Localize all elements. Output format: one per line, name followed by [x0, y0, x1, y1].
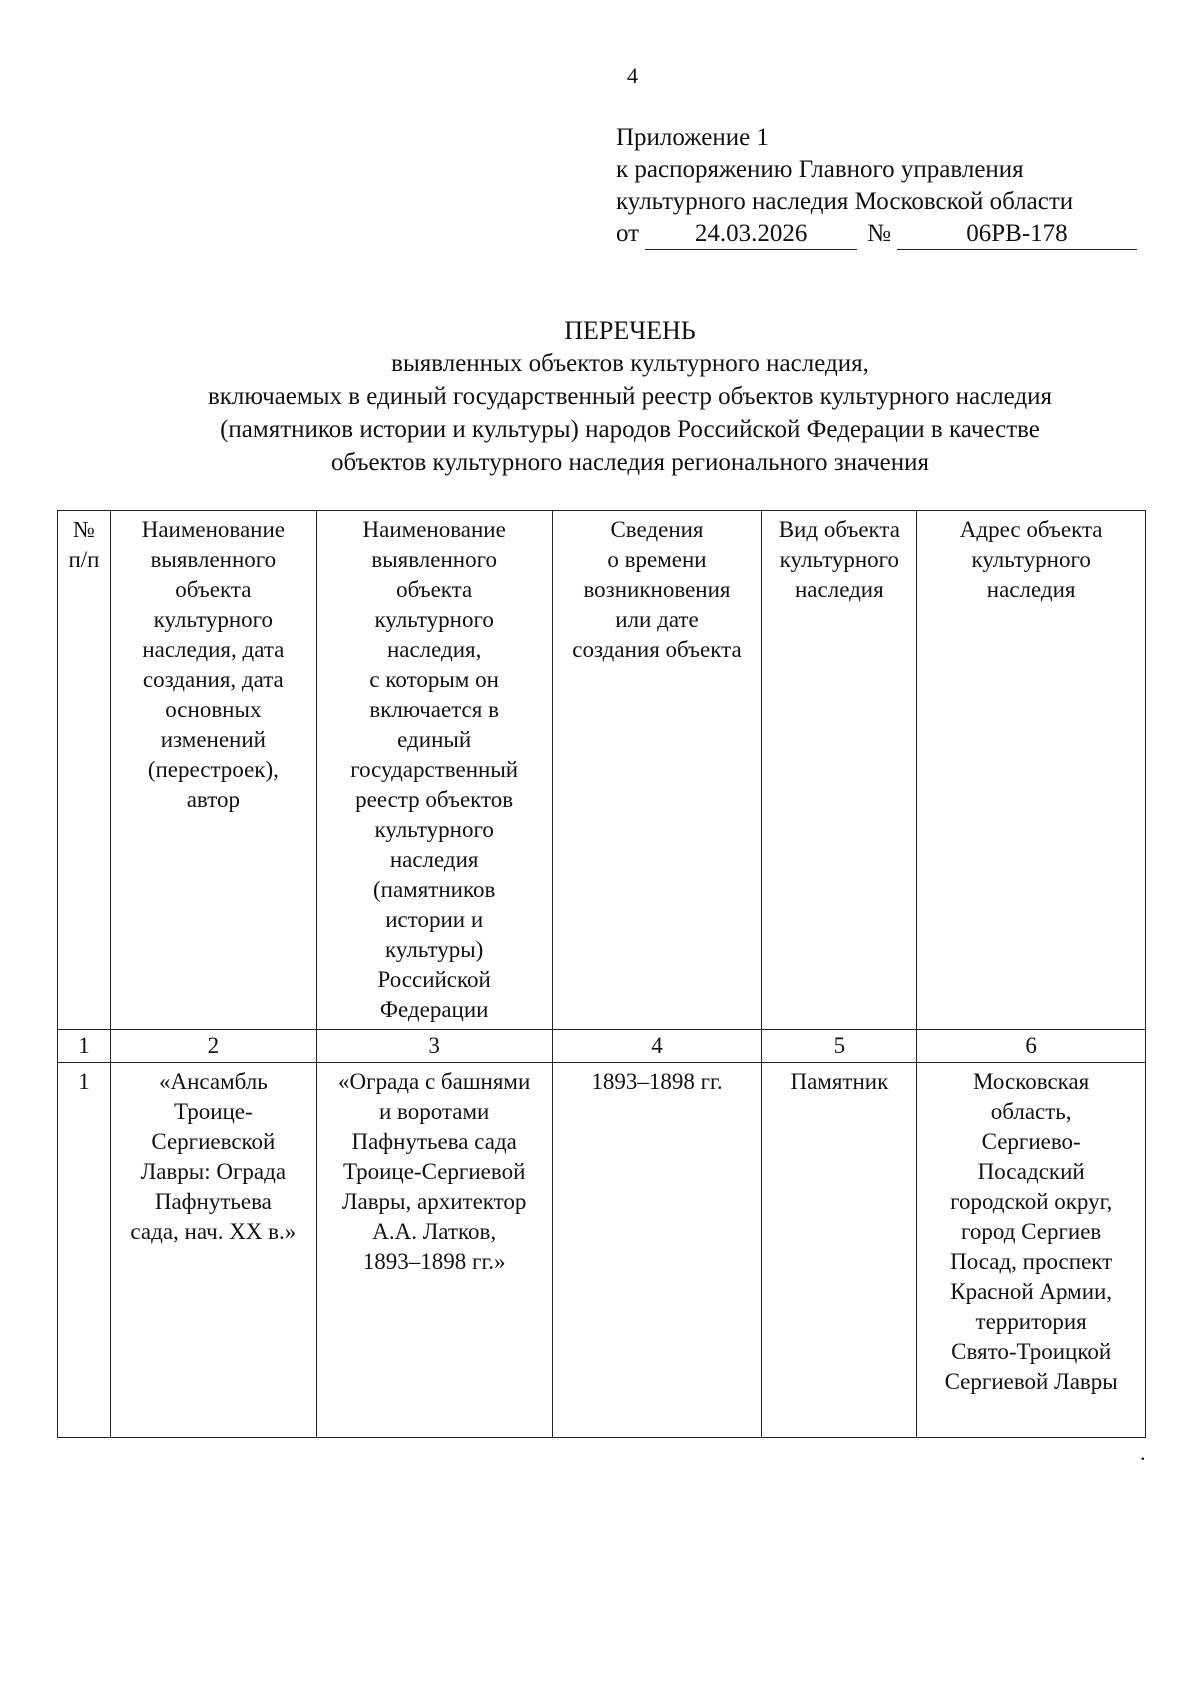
cell-line: Сергиевой Лавры — [944, 1369, 1118, 1394]
table-row — [58, 1063, 1146, 1438]
header-cell — [552, 511, 762, 1030]
cell-line: Памятник — [790, 1069, 889, 1094]
cell-line: создания объекта — [572, 637, 742, 662]
cell-line: 1893–1898 гг. — [591, 1069, 723, 1094]
header-cell — [58, 511, 111, 1030]
cell-line: 1 — [78, 1069, 90, 1094]
cell-line: п/п — [68, 547, 100, 572]
cell-line: Троице- — [174, 1099, 253, 1124]
cell-line: возникновения — [583, 577, 731, 602]
cell-line: Лавры, архитектор — [341, 1189, 527, 1214]
cell-line: Федерации — [379, 997, 489, 1022]
cell-line: объекта — [175, 577, 252, 602]
cell-line: наследия — [389, 847, 479, 872]
header-cell — [110, 511, 316, 1030]
header-cell — [762, 511, 917, 1030]
column-number: 1 — [58, 1030, 111, 1063]
cell-line: Пафнутьева — [154, 1189, 272, 1214]
trailing-mark: . — [1140, 1440, 1146, 1465]
date-cell — [552, 1063, 762, 1438]
cell-line: Наименование — [141, 517, 285, 542]
cell-line: включается в — [369, 697, 499, 722]
title-line: включаемых в единый государственный реестр объектов культурного наследия — [207, 383, 1053, 410]
appendix-date-row — [616, 218, 1137, 250]
cell-line: культурного — [971, 547, 1091, 572]
cell-line: наследия, — [386, 637, 482, 662]
cell-line: культурного — [153, 607, 274, 632]
title-line: выявленных объектов культурного наследия, — [391, 350, 869, 377]
cell-line: государственный — [350, 757, 519, 782]
cell-line: основных — [165, 697, 262, 722]
column-number-row — [58, 1030, 1146, 1063]
cell-line: 1893–1898 гг.» — [362, 1249, 506, 1274]
cell-line: Красной Армии, — [950, 1279, 1113, 1304]
cell-line: Свято-Троицкой — [951, 1339, 1112, 1364]
address-cell — [917, 1063, 1146, 1438]
cell-line: Лавры: Ограда — [140, 1159, 287, 1184]
cell-line: А.А. Латков, — [372, 1219, 497, 1244]
cell-line: наследия, дата — [142, 637, 285, 662]
cell-line: и воротами — [378, 1099, 490, 1124]
document-title — [0, 314, 1200, 479]
cell-line: наследия — [795, 577, 884, 602]
cell-line: единый — [397, 727, 472, 752]
title-line: (памятников истории и культуры) народов Российской Федерации в качестве — [220, 416, 1040, 443]
cell-line: сада, нач. XX в.» — [130, 1219, 297, 1244]
cell-line: истории и — [385, 907, 484, 932]
cell-line: автор — [186, 787, 240, 812]
cell-line: выявленного — [371, 547, 497, 572]
object-name-cell — [110, 1063, 316, 1438]
cell-line: город Сергиев — [961, 1219, 1102, 1244]
cell-line: Адрес объекта — [959, 517, 1103, 542]
title-main: ПЕРЕЧЕНЬ — [564, 316, 696, 345]
order-date: 24.03.2026 — [645, 219, 857, 250]
number-label: № — [867, 220, 891, 247]
cell-line: Троице-Сергиевой — [342, 1159, 526, 1184]
cell-line: Посадский — [977, 1159, 1085, 1184]
column-number: 5 — [762, 1030, 917, 1063]
cell-line: выявленного — [150, 547, 277, 572]
appendix-title: Приложение 1 — [616, 124, 769, 151]
cell-line: Российской — [377, 967, 491, 992]
cell-line: (перестроек), — [147, 757, 279, 782]
cell-line: область, — [990, 1099, 1072, 1124]
page-number: 4 — [627, 63, 638, 88]
appendix-line: к распоряжению Главного управления — [616, 156, 1024, 183]
cell-line: культурного — [374, 607, 494, 632]
cell-line: с которым он — [369, 667, 499, 692]
cell-line: Сергиево- — [981, 1129, 1081, 1154]
cell-line: культурного — [779, 547, 900, 572]
cell-line: № — [72, 517, 95, 542]
appendix-line: культурного наследия Московской области — [616, 188, 1074, 215]
order-number: 06РВ-178 — [897, 219, 1137, 250]
header-cell — [316, 511, 552, 1030]
cell-line: «Ограда с башнями — [338, 1069, 531, 1094]
cell-line: или дате — [615, 607, 699, 632]
row-index-cell — [58, 1063, 111, 1438]
cell-line: культуры) — [385, 937, 484, 962]
appendix-block — [616, 122, 1137, 250]
cell-line: культурного — [374, 817, 494, 842]
cell-line: Вид объекта — [778, 517, 900, 542]
cell-line: Посад, проспект — [950, 1249, 1113, 1274]
cell-line: территория — [975, 1309, 1087, 1334]
cell-line: Пафнутьева сада — [351, 1129, 517, 1154]
column-number: 3 — [316, 1030, 552, 1063]
cell-line: городской округ, — [950, 1189, 1113, 1214]
cell-line: реестр объектов — [355, 787, 514, 812]
cell-line: изменений — [160, 727, 266, 752]
cell-line: Сергиевской — [151, 1129, 276, 1154]
registry-table — [57, 510, 1146, 1438]
column-number: 2 — [110, 1030, 316, 1063]
column-number: 4 — [552, 1030, 762, 1063]
cell-line: (памятников — [372, 877, 496, 902]
cell-line: создания, дата — [142, 667, 284, 692]
header-cell — [917, 511, 1146, 1030]
column-number: 6 — [917, 1030, 1146, 1063]
title-line: объектов культурного наследия регионального значения — [330, 449, 930, 476]
from-label: от — [616, 220, 640, 247]
cell-line: Московская — [973, 1069, 1090, 1094]
cell-line: Сведения — [610, 517, 704, 542]
object-type-cell — [762, 1063, 917, 1438]
cell-line: объекта — [396, 577, 473, 602]
cell-line: «Ансамбль — [158, 1069, 268, 1094]
table-header-row — [58, 511, 1146, 1030]
cell-line: Наименование — [362, 517, 506, 542]
registry-name-cell — [316, 1063, 552, 1438]
cell-line: наследия — [986, 577, 1076, 602]
cell-line: о времени — [607, 547, 707, 572]
